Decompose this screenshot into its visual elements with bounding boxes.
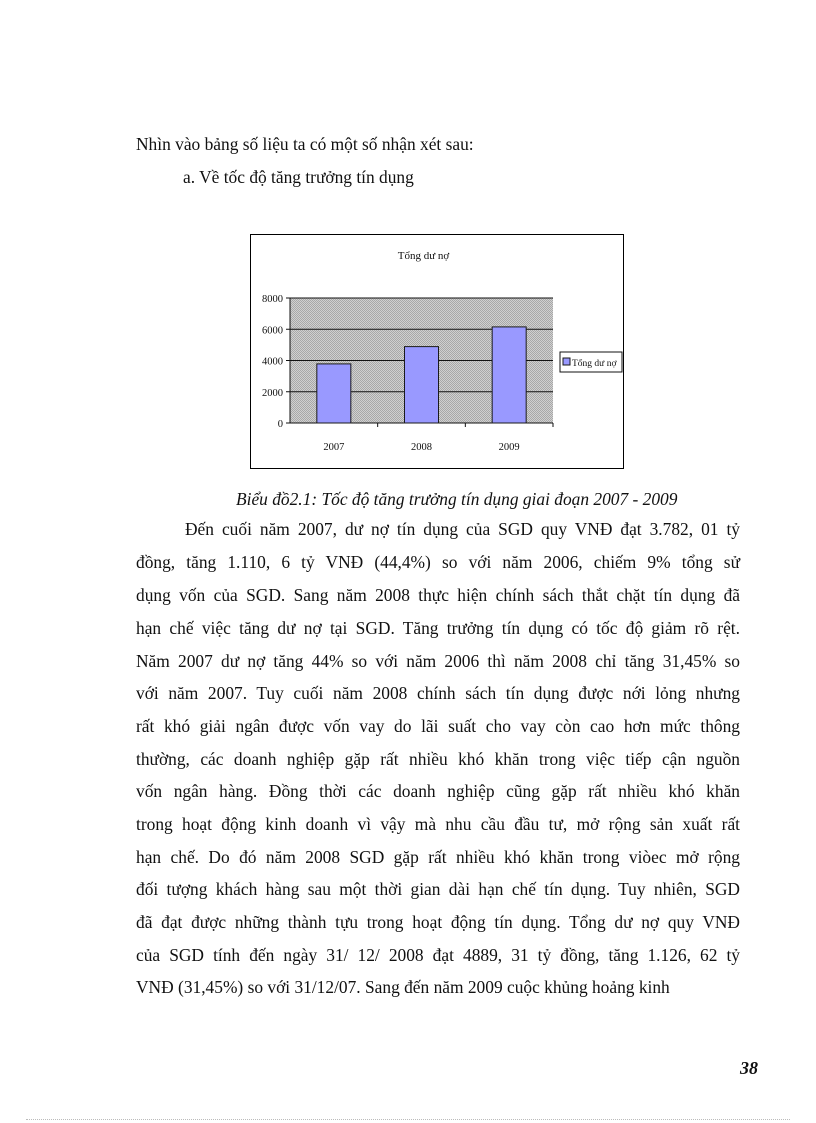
paragraph-line: vốn ngân hàng. Đồng thời các doanh nghiệp cũng gặp rất nhiều khó khăn (136, 781, 740, 801)
paragraph-line: Năm 2007 dư nợ tăng 44% so với năm 2006 thì năm 2008 chỉ tăng 31,45% so (136, 651, 740, 671)
paragraph-line: trong hoạt động kinh doanh vì vậy mà nhu cầu đầu tư, mở rộng sản xuất rất (136, 814, 740, 834)
paragraph-line: của SGD tính đến ngày 31/ 12/ 2008 đạt 4889, 31 tỷ đồng, tăng 1.126, 62 tỷ (136, 945, 740, 965)
paragraph-line: đã đạt được những thành tựu trong hoạt động tín dụng. Tổng dư nợ quy VNĐ (136, 912, 740, 932)
chart-caption: Biểu đồ2.1: Tốc độ tăng trưởng tín dụng giai đoạn 2007 - 2009 (236, 489, 678, 509)
paragraph-line: hạn chế việc tăng dư nợ tại SGD. Tăng trưởng tín dụng có tốc độ giảm rõ rệt. (136, 618, 740, 638)
intro-text: Nhìn vào bảng số liệu ta có một số nhận xét sau: (136, 134, 474, 154)
y-tick-label: 2000 (262, 387, 283, 399)
paragraph-line: VNĐ (31,45%) so với 31/12/07. Sang đến năm 2009 cuộc khủng hoảng kinh (136, 977, 670, 997)
y-tick-label: 0 (277, 419, 283, 430)
paragraph-line: hạn chế. Do đó năm 2008 SGD gặp rất nhiều khó khăn trong viòec mở rộng (136, 847, 740, 867)
paragraph-line: đồng, tăng 1.110, 6 tỷ VNĐ (44,4%) so với năm 2006, chiếm 9% tổng sử (136, 552, 740, 572)
page-bottom-rule (26, 1119, 790, 1120)
y-tick-label: 6000 (262, 325, 283, 337)
paragraph-line: đối tượng khách hàng sau một thời gian dài hạn chế tín dụng. Tuy nhiên, SGD (136, 879, 740, 899)
legend-label: Tổng dư nợ (572, 359, 617, 369)
y-tick-label: 8000 (262, 294, 283, 305)
page-number: 38 (740, 1058, 758, 1078)
paragraph-line: Đến cuối năm 2007, dư nợ tín dụng của SGD quy VNĐ đạt 3.782, 01 tỷ (185, 519, 740, 539)
x-tick-label: 2008 (411, 442, 432, 453)
section-heading: a. Về tốc độ tăng trưởng tín dụng (183, 167, 414, 187)
x-tick-label: 2009 (498, 442, 520, 453)
x-tick-label: 2007 (323, 442, 345, 453)
paragraph-line: với năm 2007. Tuy cuối năm 2008 chính sách tín dụng được nới lỏng nhưng (136, 683, 740, 703)
paragraph-line: rất khó giải ngân được vốn vay do lãi suất cho vay còn cao hơn mức thông (136, 716, 740, 736)
paragraph-line: thường, các doanh nghiệp gặp rất nhiều khó khăn trong việc tiếp cận nguồn (136, 749, 740, 769)
y-tick-label: 4000 (262, 356, 283, 368)
chart-title: Tổng dư nợ (397, 250, 450, 262)
paragraph-line: dụng vốn của SGD. Sang năm 2008 thực hiện chính sách thắt chặt tín dụng đã (136, 585, 740, 605)
